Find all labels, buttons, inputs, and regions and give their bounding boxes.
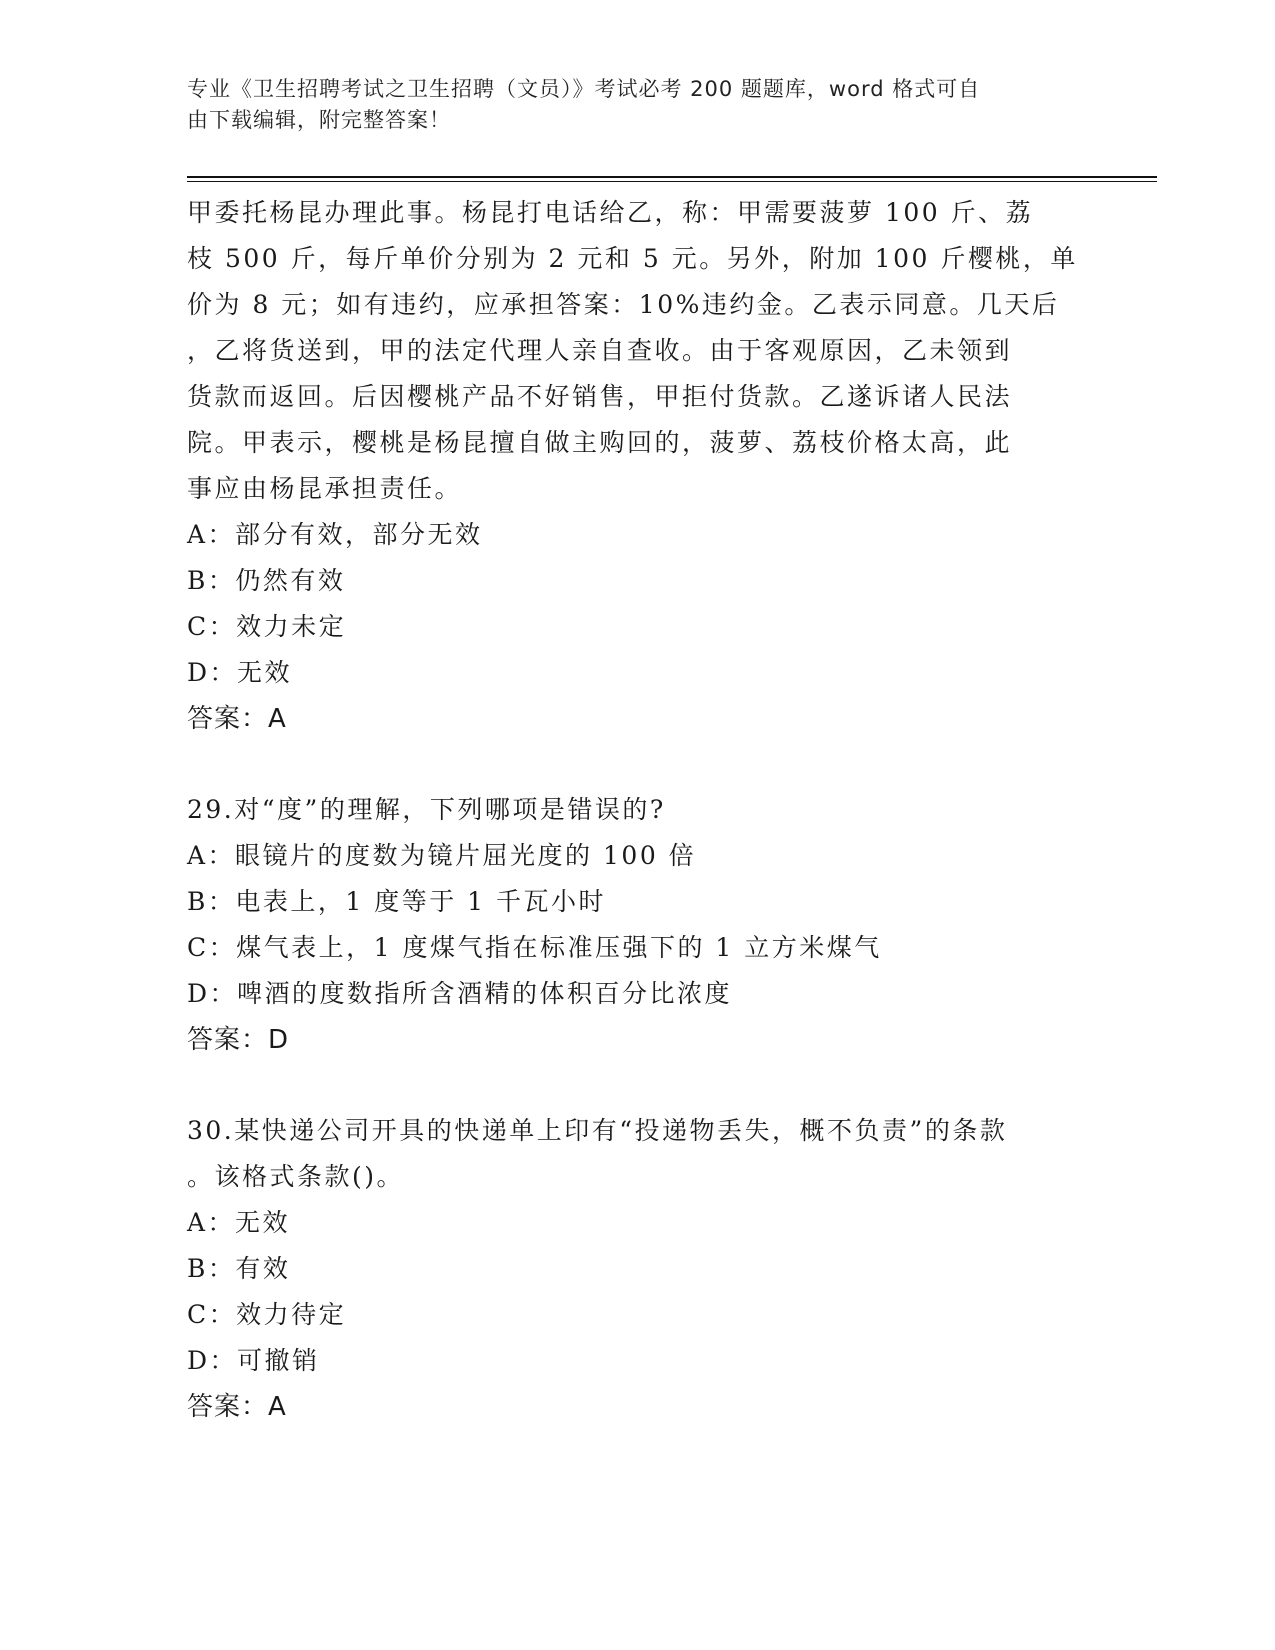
question-stem-line: 甲委托杨昆办理此事。杨昆打电话给乙，称：甲需要菠萝 100 斤、荔	[187, 198, 1034, 227]
option-c: C：煤气表上，1 度煤气指在标准压强下的 1 立方米煤气	[187, 933, 882, 962]
answer-line: 答案：A	[187, 1392, 287, 1422]
question-29	[187, 787, 1087, 1063]
option-d: D：啤酒的度数指所含酒精的体积百分比浓度	[187, 979, 733, 1008]
answer-line: 答案：D	[187, 1025, 290, 1055]
option-c: C：效力未定	[187, 612, 347, 641]
header-line: 由下载编辑，附完整答案！	[187, 108, 451, 132]
option-d: D：可撤销	[187, 1346, 320, 1375]
header-divider-thin	[187, 181, 1157, 182]
spacer	[187, 1063, 1087, 1108]
answer-line: 答案：A	[187, 704, 287, 734]
question-stem-line: 事应由杨昆承担责任。	[187, 474, 463, 503]
option-d: D：无效	[187, 658, 293, 687]
question-stem-line: 院。甲表示，樱桃是杨昆擅自做主购回的，菠萝、荔枝价格太高，此	[187, 428, 1013, 457]
header-divider	[187, 176, 1157, 178]
option-c: C：效力待定	[187, 1300, 347, 1329]
option-a: A：无效	[187, 1208, 291, 1237]
option-b: B：仍然有效	[187, 566, 346, 595]
spacer	[187, 742, 1087, 787]
question-30	[187, 1108, 1087, 1430]
option-b: B：电表上，1 度等于 1 千瓦小时	[187, 887, 607, 916]
header-line: 专业《卫生招聘考试之卫生招聘（文员）》考试必考 200 题题库，word 格式可自	[187, 77, 981, 101]
question-stem-line: 29.对“度”的理解，下列哪项是错误的?	[187, 795, 666, 824]
option-a: A：部分有效，部分无效	[187, 520, 483, 549]
question-stem-line: 30.某快递公司开具的快递单上印有“投递物丢失，概不负责”的条款	[187, 1116, 1008, 1145]
question-stem-line: 价为 8 元；如有违约，应承担答案：10%违约金。乙表示同意。几天后	[187, 290, 1060, 319]
document-header	[187, 74, 1067, 136]
option-a: A：眼镜片的度数为镜片屈光度的 100 倍	[187, 841, 697, 870]
question-stem-line: ，乙将货送到，甲的法定代理人亲自查收。由于客观原因，乙未领到	[187, 336, 1013, 365]
question-stem-line: 。该格式条款()。	[187, 1162, 405, 1191]
option-b: B：有效	[187, 1254, 291, 1283]
document-body	[187, 190, 1087, 1430]
question-stem-line: 枝 500 斤，每斤单价分别为 2 元和 5 元。另外，附加 100 斤樱桃，单	[187, 244, 1078, 273]
question-stem-line: 货款而返回。后因樱桃产品不好销售，甲拒付货款。乙遂诉诸人民法	[187, 382, 1013, 411]
question-28	[187, 190, 1087, 742]
